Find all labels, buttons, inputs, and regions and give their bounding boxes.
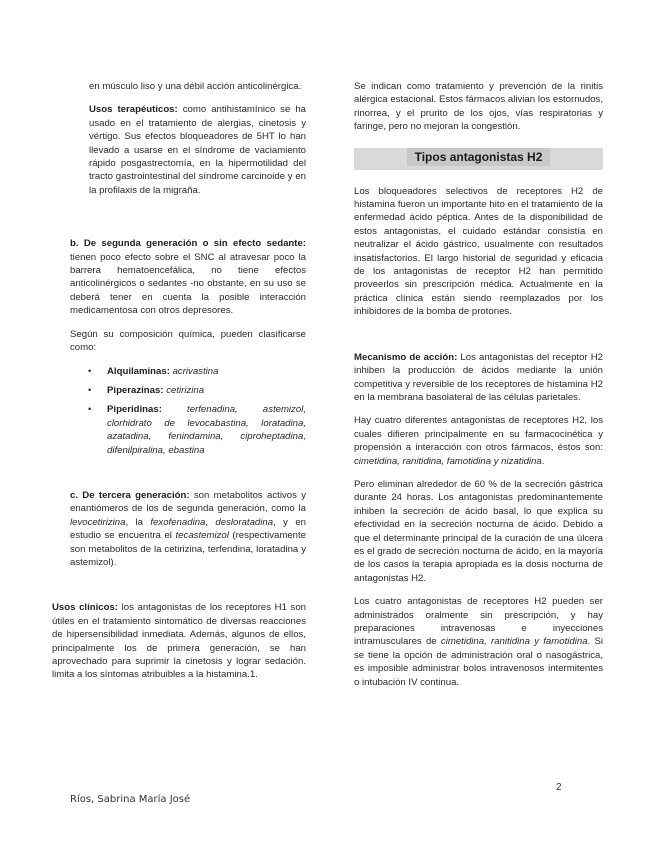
paragraph-secretion: Pero eliminan alrededor de 60 % de la secreción gástrica durante 24 horas. Los antagonistas predominantemente inhiben la secreción de ácido basal, lo que explica su efectividad en la secreción nocturna de ácido. Debido a que el determinante principal de la curación de una úlcera es el grado de secreción nocturna de ácido, en la mayoría de los casos la terapia apropiada es la dosis nocturna de antagonistas H2. — [354, 478, 603, 584]
label-clinical-uses: Usos clínicos: — [52, 602, 118, 614]
bullet: • — [88, 365, 92, 377]
left-column — [52, 80, 307, 692]
list-item: • Piperazinas: cetirizina — [88, 384, 205, 396]
paragraph-classification-intro: Según su composición química, pueden clasificarse como: — [70, 328, 306, 354]
bullet: • — [88, 384, 92, 396]
classification-list — [88, 365, 306, 457]
bullet: • — [88, 404, 92, 416]
label-third-generation: c. De tercera generación: — [70, 489, 190, 501]
list-item: • Piperidinas: terfenadina, astemizol, clorhidrato de levocabastina, loratadina, azatadina, fenindamina, ciproheptadina, difenilpiralina, ebastina — [88, 404, 306, 456]
section-heading — [354, 148, 603, 175]
list-item: • Alquilaminas: acrivastina — [88, 365, 219, 377]
right-column — [354, 80, 603, 699]
paragraph-clinical-uses: Usos clínicos: los antagonistas de los receptores H1 son útiles en el tratamiento sintomático de diversas reacciones de hipersensibilidad inmediata. Además, algunos de ellos, principalmente los de primera generación, se han aprovechado para suprimir la cinetosis y lograr sedación. limita a los síntomas atribuibles a la histamina.1. — [52, 602, 306, 681]
footer-author: Ríos, Sabrina María José — [70, 794, 191, 805]
label-second-generation: b. De segunda generación o sin efecto sedante: — [70, 238, 306, 250]
paragraph-administration: Los cuatro antagonistas de receptores H2 pueden ser administrados oralmente sin prescripción, y hay preparaciones intravenosas e inyecciones intramusculares de cimetidina, ranitidina y famotidina. Si se tiene la opción de administración oral o nasogástrica, es imposible administrar bolos intravenosos intermitentes o intubación IV continua. — [354, 596, 603, 688]
paragraph-therapeutic-uses: Usos terapéuticos: como antihistamínico se ha usado en el tratamiento de alergias, cinetosis y vértigo. Sus efectos bloqueadores de 5HT lo han llevado a usarse en el síndrome de vaciamiento rápido posgastrectomía, en la hipermotilidad del tracto gastrointestinal del síndrome carcinoide y en la profilaxis de la migraña. — [89, 104, 306, 196]
paragraph-second-generation: b. De segunda generación o sin efecto sedante: tienen poco efecto sobre el SNC al atravesar poco la barrera hematoencefálica, no tiene efectos anticolinérgicos o sedantes -no obstante, en su uso se deberá tener en cuenta la posible interacción medicamentosa con otros depresores. — [70, 238, 306, 317]
paragraph-indications: Se indican como tratamiento y prevención de la rinitis alérgica estacional. Estos fármacos alivian los estornudos, rinorrea, y el prurito de los ojos, vías respiratorias y faringe, pero no mejoran la congestión. — [354, 81, 603, 133]
paragraph-third-generation: c. De tercera generación: son metabolitos activos y enantiómeros de los de segunda generación, como la levocetirizina, la fexofenadina, desloratadina, y en estudio se encuentra el tecastemizol (respectivamente son metabolitos de la cetirizina, terfendina, loratadina y astemizol). — [70, 489, 307, 568]
page-number: 2 — [556, 782, 562, 793]
paragraph-continuation: en músculo liso y una débil acción anticolinérgica. — [89, 81, 302, 92]
paragraph-mechanism: Mecanismo de acción: Los antagonistas del receptor H2 inhiben la producción de ácidos mediante la unión competitiva y reversible de los receptores de histamina H2 en la membrana basolateral de las células parietales. — [354, 351, 603, 403]
paragraph-four-antagonists: Hay cuatro diferentes antagonistas de receptores H2, los cuales difieren principalmente en su farmacocinética y propensión a interacción con otros fármacos, éstos son: cimetidina, ranitidina, famotidina y nizatidina. — [354, 415, 603, 467]
heading-title: Tipos antagonistas H2 — [407, 148, 551, 166]
label-therapeutic-uses: Usos terapéuticos: — [89, 104, 178, 116]
label-mechanism: Mecanismo de acción: — [354, 351, 458, 363]
paragraph-h2-intro: Los bloqueadores selectivos de receptores H2 de histamina fueron un importante hito en el tratamiento de la enfermedad ácido péptica. Antes de la disponibilidad de estos antagonistas, el cuidado estándar consistía en neutralizar el ácido gástrico, usualmente con resultados insatisfactorios. El largo historial de seguridad y eficacia de los antagonistas de receptor H2 han permitido proveerlos sin prescripción médica. Actualmente en la práctica clínica están siendo reemplazados por los inhibidores de la bomba de protones. — [354, 185, 603, 318]
